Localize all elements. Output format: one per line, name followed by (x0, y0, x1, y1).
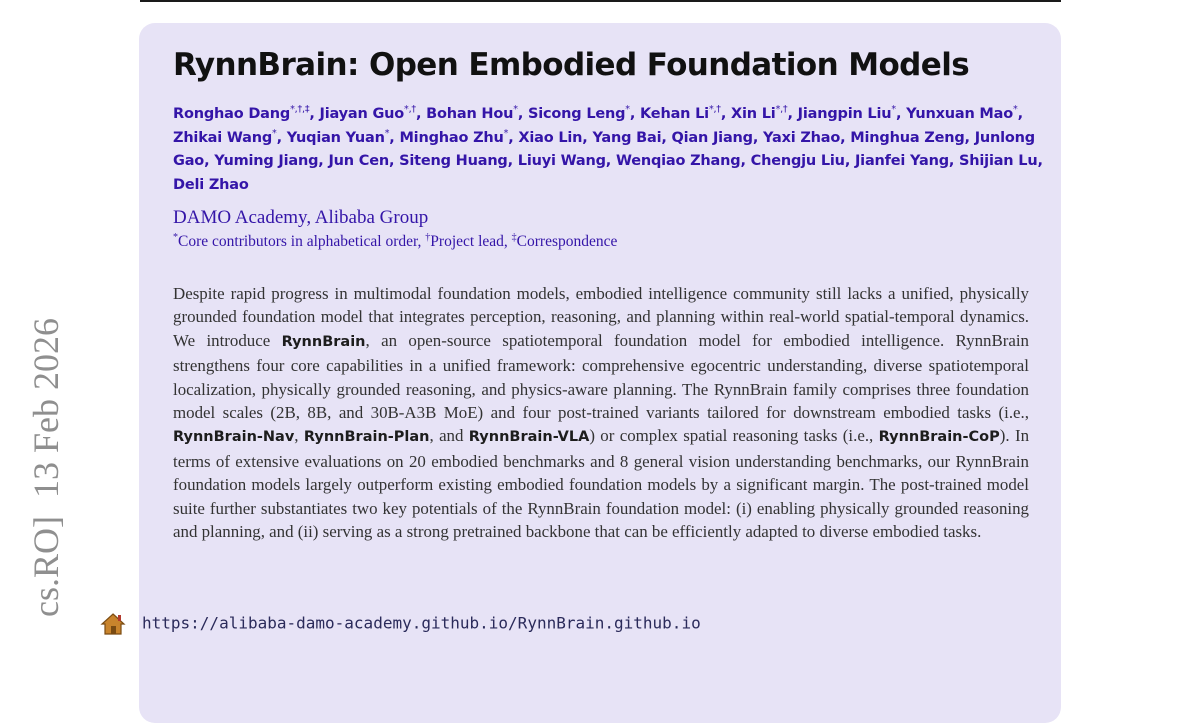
author-name: Yaxi Zhao (763, 129, 841, 146)
author (320, 106, 416, 122)
author-name: Liuyi Wang (517, 153, 606, 169)
author-name: Minghao Zhu (399, 129, 504, 146)
author-name: Jun Cen (328, 153, 389, 169)
author (328, 153, 389, 169)
author-affiliation-marks: * (384, 127, 390, 139)
author-affiliation-marks: * (272, 127, 277, 139)
author (855, 153, 949, 169)
author-name: Yang Bai (592, 129, 662, 146)
author (616, 153, 741, 169)
author-list: Ronghao Dang*,†,‡, Jiayan Guo*,†, Bohan Hou*, Sicong Leng*, Kehan Li*,†, Xin Li*,†, Jiangpin Liu*, Yunxuan Mao*, Zhikai Wang*, Yuqian Yuan*, Minghao Zhu*, Xiao Lin, Yang Bai, Qian Jiang, Yaxi Zhao, Minghua Zeng, Junlong Gao, Yuming Jiang, Jun Cen, Siteng Huang, Liuyi Wang, Wenqiao Zhang, Chengju Liu, Jianfei Yang, Shijian Lu, Deli Zhao (173, 104, 1043, 193)
arxiv-date: 13 Feb 2026 (26, 318, 66, 498)
abstract-text: Despite rapid progress in multimodal foundation models, embodied intelligence community still lacks a unified, physically grounded foundation model that integrates perception, reasoning, and planning within real-world spatial-temporal dynamics. We introduce (173, 284, 1029, 350)
author-name: Junlong Gao (173, 129, 1035, 169)
author (426, 106, 518, 122)
core-contributor-text: Core contributors in alphabetical order, (178, 233, 422, 251)
variant-name-plan: RynnBrain-Plan (303, 429, 430, 446)
author (959, 153, 1037, 169)
author (850, 130, 964, 146)
author-name: Chengju Liu (750, 153, 845, 169)
author-affiliation-marks: *,† (708, 104, 721, 116)
author-affiliation-marks: *,† (775, 104, 788, 116)
author (906, 106, 1017, 122)
author (731, 106, 787, 122)
author (399, 127, 509, 146)
author-name: Yunxuan Mao (906, 106, 1014, 122)
author (173, 177, 249, 193)
author (763, 130, 840, 146)
variant-name-vla: RynnBrain-VLA (468, 429, 590, 446)
author-affiliation-marks: * (503, 127, 509, 139)
author-name: Bohan Hou (426, 106, 514, 122)
variant-name-nav: RynnBrain-Nav (173, 429, 295, 446)
author-name: Wenqiao Zhang (615, 153, 741, 169)
author-name: Jiangpin Liu (797, 106, 892, 122)
author-name: Jiayan Guo (319, 106, 405, 122)
author-affiliation-marks: *,†,‡ (290, 104, 310, 116)
author-affiliation-marks: * (1013, 104, 1018, 116)
author-name: Xiao Lin (518, 129, 583, 146)
core-contributor-mark: * (173, 232, 178, 243)
abstract-text: , an open-source spatiotemporal foundation model for embodied intelligence. RynnBrain strengthens four core capabilities in a unified framework: comprehensive egocentric understanding, diverse spatiotemporal localization, physically grounded reasoning, and physics-aware planning. The RynnBrain family comprises three foundation model scales (2B, 8B, and 30B-A3B MoE) and four post-trained variants tailored for downstream embodied tasks (i.e., (173, 330, 1029, 423)
author-affiliation-marks: * (513, 104, 518, 116)
author (286, 127, 390, 146)
author (798, 106, 896, 122)
author-name: Ronghao Dang (173, 106, 291, 122)
contribution-note (173, 232, 617, 251)
author-name: Sicong Leng (528, 106, 626, 122)
abstract-text: , (294, 426, 304, 446)
author (592, 130, 661, 146)
project-lead-mark: † (425, 232, 431, 243)
author (518, 153, 606, 169)
author-name: Yuming Jiang (214, 153, 319, 169)
correspondence-mark: ‡ (511, 232, 517, 243)
project-link-row[interactable] (100, 612, 701, 642)
author-name: Kehan Li (640, 106, 709, 122)
affiliation: DAMO Academy, Alibaba Group (173, 207, 429, 228)
variant-name-cop: RynnBrain-CoP (878, 429, 1000, 446)
top-rule (140, 0, 1061, 2)
author (672, 130, 753, 146)
author (640, 106, 721, 122)
model-name: RynnBrain (281, 333, 366, 350)
project-link[interactable]: https://alibaba-damo-academy.github.io/RynnBrain.github.io (142, 613, 701, 633)
project-lead-text: Project lead, (430, 233, 508, 251)
author-name: Siteng Huang (399, 153, 508, 169)
author-name: Deli Zhao (173, 176, 249, 193)
paper-title: RynnBrain: Open Embodied Foundation Models (173, 47, 970, 83)
author-name: Qian Jiang (671, 129, 753, 146)
abstract (173, 282, 1029, 543)
author-name: Yuqian Yuan (286, 129, 385, 146)
abstract-text: ). In terms of extensive evaluations on 20 embodied benchmarks and 8 general vision understanding benchmarks, our RynnBrain foundation models largely outperform existing embodied foundation models by a significant margin. The post-trained model suite further substantiates two key potentials of the RynnBrain foundation model: (i) enabling physically grounded reasoning and planning, and (ii) serving as a strong pretrained backbone that can be efficiently adapted to diverse embodied tasks. (173, 426, 1030, 542)
author-name: Zhikai Wang (173, 129, 273, 146)
correspondence-text: Correspondence (516, 233, 618, 251)
author-affiliation-marks: * (891, 104, 896, 116)
author (518, 130, 582, 146)
author (173, 127, 277, 146)
abstract-text: , and (429, 426, 469, 446)
author (751, 153, 845, 169)
author (173, 106, 309, 122)
author-name: Xin Li (731, 106, 776, 122)
abstract-text: ) or complex spatial reasoning tasks (i.e., (589, 426, 879, 446)
home-icon (100, 612, 126, 636)
author-affiliation-marks: *,† (404, 104, 416, 116)
author-name: Jianfei Yang (854, 153, 949, 169)
author-name: Minghua Zeng (850, 129, 965, 146)
arxiv-category: cs.RO] (26, 516, 66, 617)
arxiv-side-stamp (22, 318, 70, 648)
author (528, 106, 630, 122)
author (399, 153, 507, 169)
author-affiliation-marks: * (625, 104, 630, 116)
author (214, 153, 318, 169)
author-name: Shijian Lu (959, 153, 1038, 169)
